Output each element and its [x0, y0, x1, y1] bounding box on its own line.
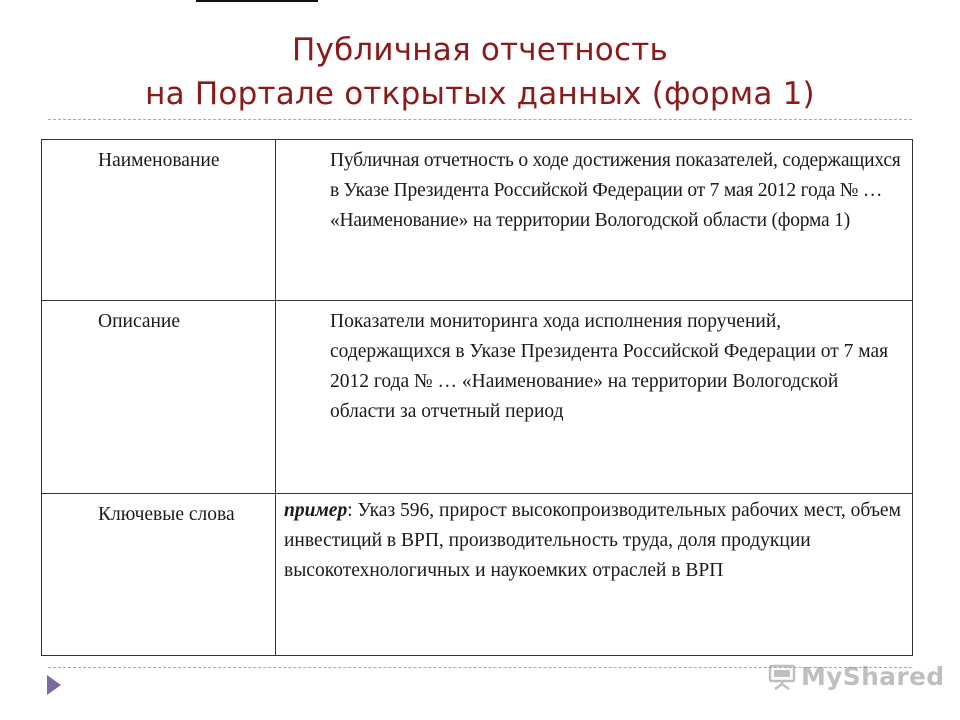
keywords-text: : Указ 596, прирост высокопроизводительных рабочих мест, объем инвестиций в ВРП, производительность труда, доля продукции высокотехнологичных и наукоемких отраслей в ВРП — [284, 500, 901, 581]
row-label-name: Наименование — [42, 140, 276, 301]
row-label-keywords: Ключевые слова — [42, 494, 276, 656]
slide-title — [0, 28, 960, 116]
table-row-name — [42, 140, 913, 301]
dataset-info-table — [41, 139, 913, 656]
row-label-description: Описание — [42, 301, 276, 494]
row-value-name: Публичная отчетность о ходе достижения показателей, содержащихся в Указе Президента Российской Федерации от 7 мая 2012 года № … «Наименование» на территории Вологодской области (форма 1) — [276, 140, 913, 301]
watermark-text: MyShared — [801, 661, 945, 691]
watermark — [767, 658, 944, 694]
presentation-board-icon — [767, 661, 797, 691]
slide-title-line-2: на Портале открытых данных (форма 1) — [145, 76, 815, 112]
table-row-keywords — [42, 494, 913, 656]
slide-title-line-1: Публичная отчетность — [292, 32, 668, 68]
title-divider — [48, 119, 912, 120]
row-value-description: Показатели мониторинга хода исполнения поручений, содержащихся в Указе Президента Российской Федерации от 7 мая 2012 года № … «Наименование» на территории Вологодской области за отчетный период — [276, 301, 913, 494]
keywords-example-prefix: пример — [284, 500, 348, 521]
row-value-keywords — [276, 494, 913, 656]
next-slide-arrow-icon[interactable] — [47, 675, 61, 695]
top-rule — [196, 0, 318, 2]
table-row-description — [42, 301, 913, 494]
